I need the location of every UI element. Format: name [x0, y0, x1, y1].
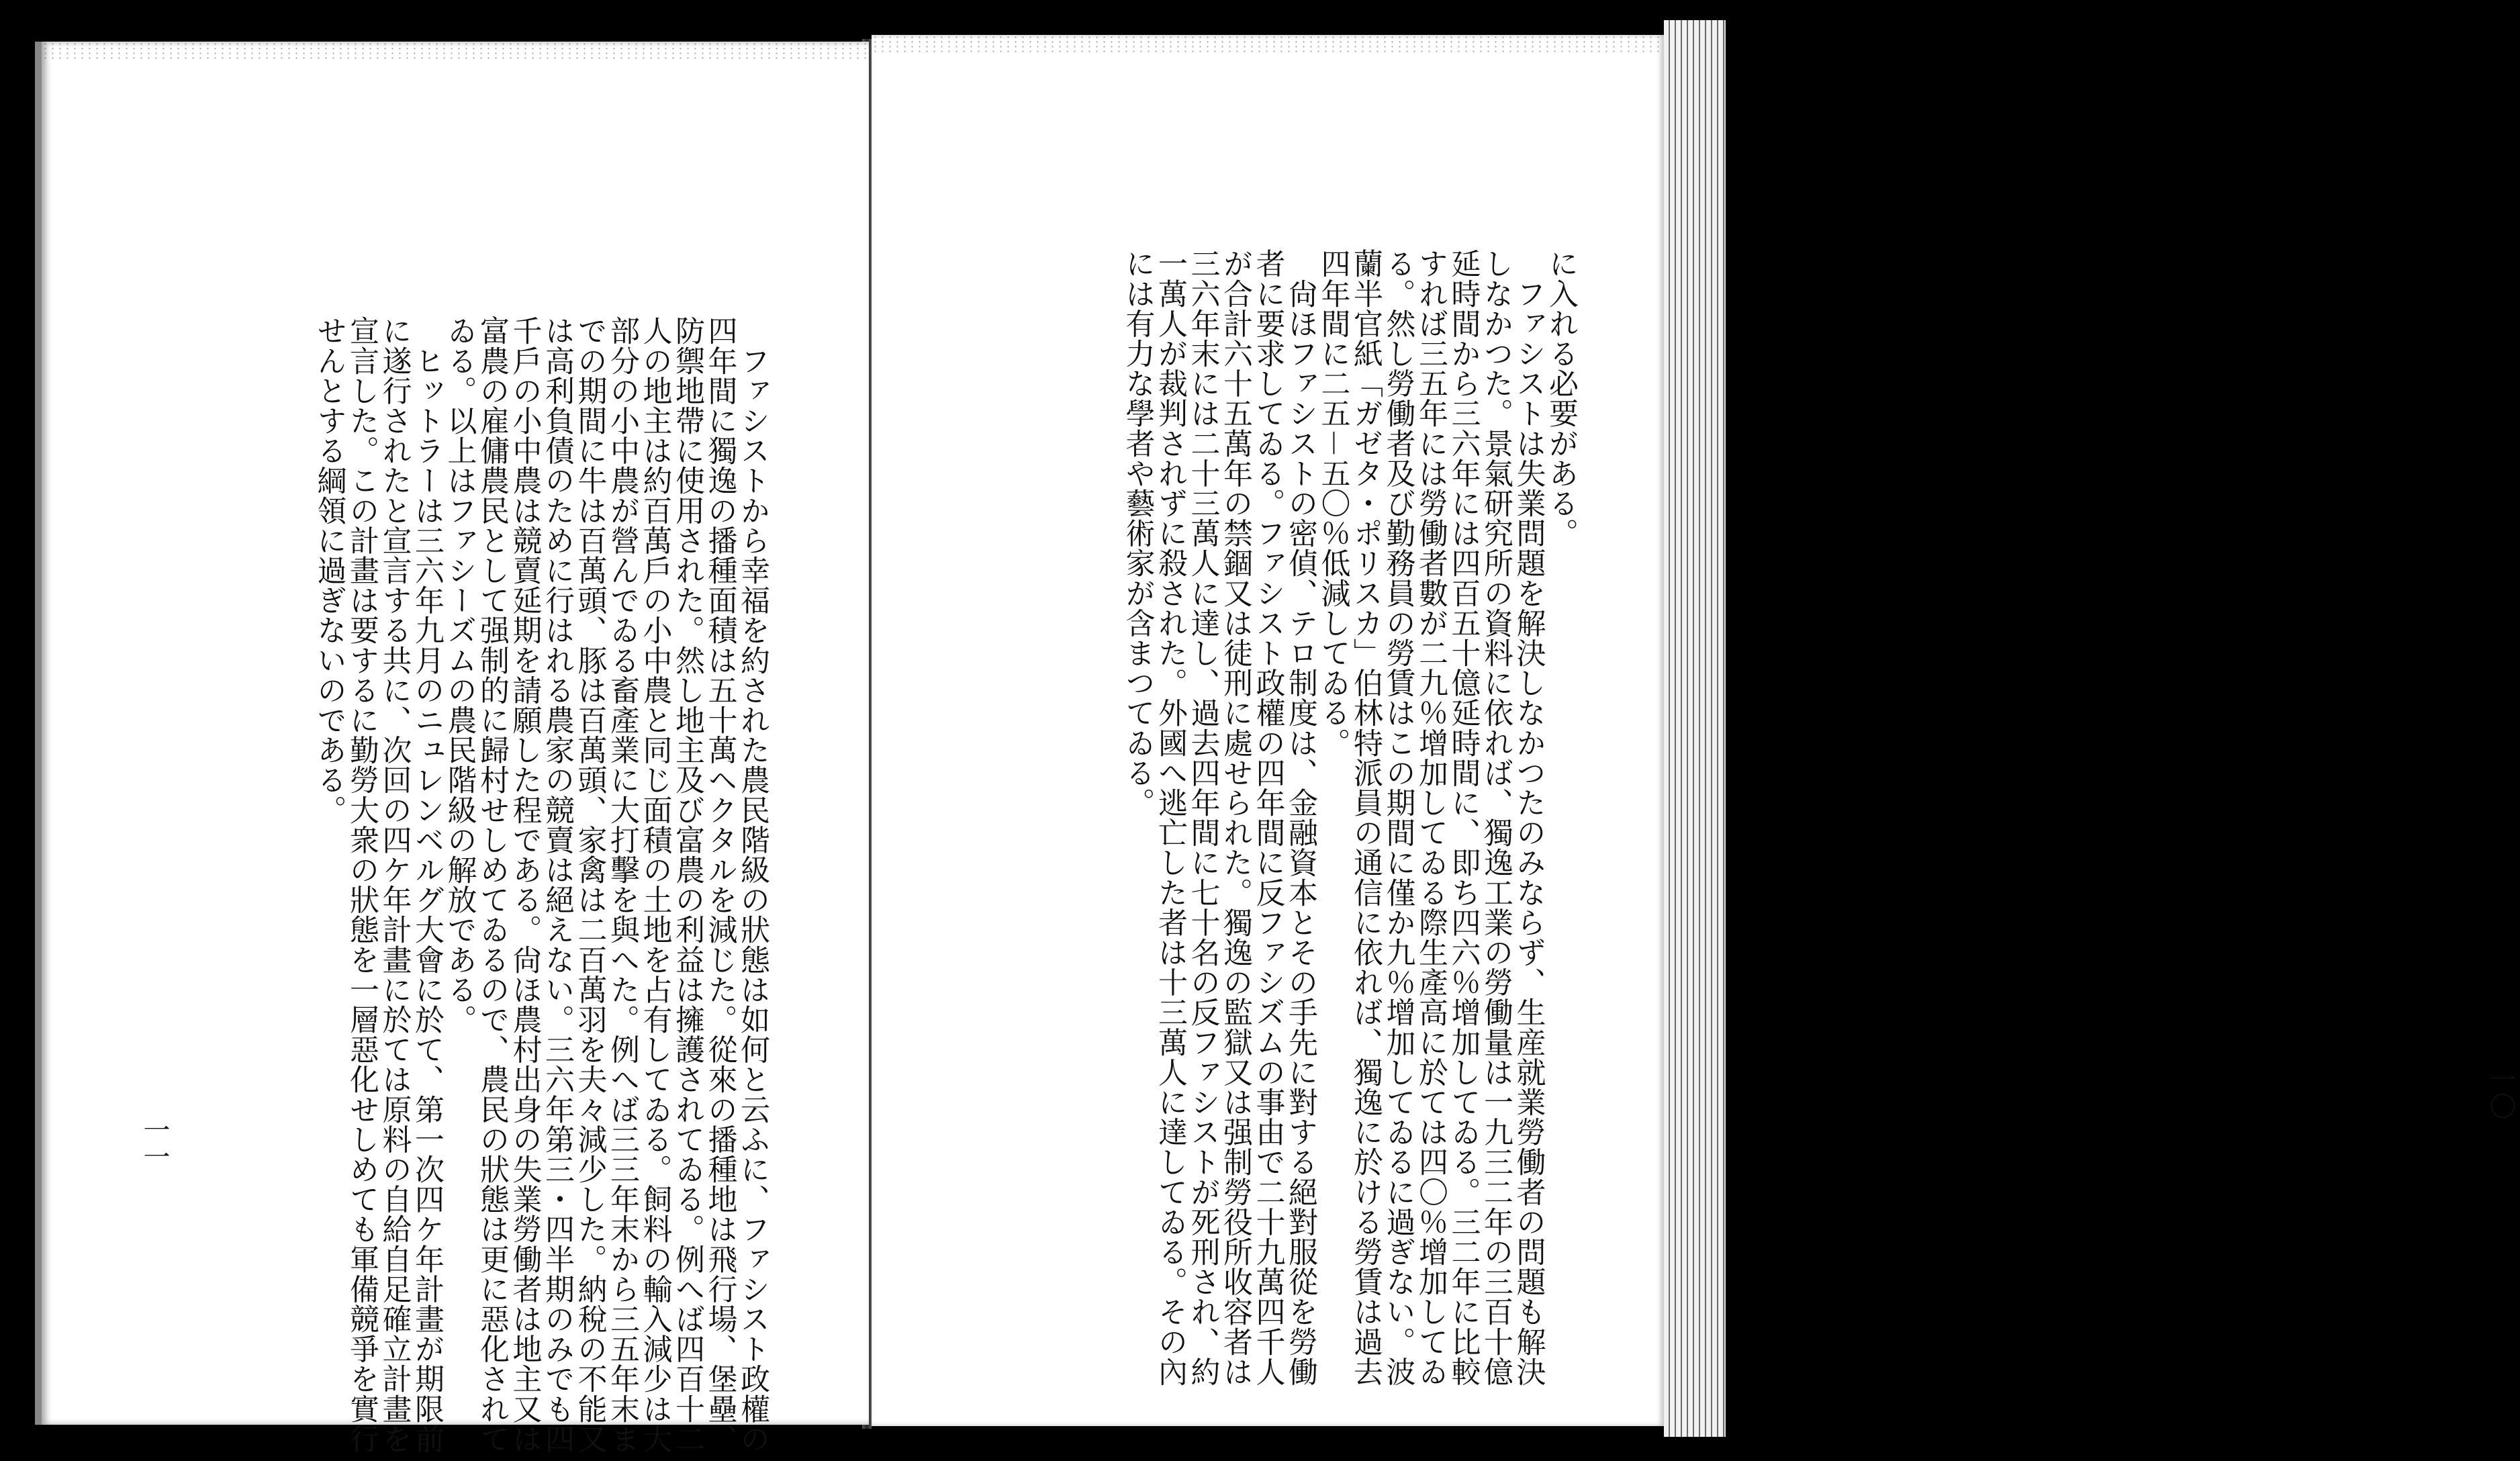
- text-line: 千戶の小中農は競賣延期を請願した程である。尙ほ農村出身の失業勞働者は地主又は: [507, 316, 542, 1454]
- text-line: での期間に牛は百萬頭、豚は百萬頭、家禽は二百萬羽を夫々減少した。納稅の不能又: [572, 316, 607, 1454]
- text-line: 者に要求してゐる。ファシスト政權の四年間に反ファシズムの事由で二十九萬四千人: [1250, 248, 1285, 1386]
- text-line: ヒットラーは三六年九月のニュレンベルグ大會に於て、第一次四ケ年計畫が期限前: [410, 316, 444, 1454]
- left-page-text: [312, 316, 769, 1454]
- text-line: すれば三五年には勞働者數が二九％增加してゐる際生產高に於ては四〇％增加してゐ: [1413, 248, 1448, 1386]
- right-page: [872, 35, 2516, 1426]
- text-line: しなかつた。景氣研究所の資料に依れば、獨逸工業の勞働量は一九三二年の三百十億: [1479, 248, 1513, 1386]
- text-line: 人の地主は約百萬戶の小中農と同じ面積の土地を占有してゐる。飼料の輸入減少は大: [637, 316, 672, 1454]
- text-line: が合計六十五萬年の禁錮又は徒刑に處せられた。獨逸の監獄又は强制勞役所收容者は: [1218, 248, 1252, 1386]
- text-line: 防禦地帶に使用された。然し地主及び富農の利益は擁護されてゐる。例へば四百十二: [670, 316, 704, 1454]
- text-line: 宣言した。この計畫は要するに勤勞大衆の狀態を一層惡化せしめても軍備競爭を實行: [344, 316, 379, 1454]
- text-line: 部分の小中農が營んでゐる畜產業に大打擊を與へた。例へば三三年末から三五年末ま: [605, 316, 639, 1454]
- scan-noise: [42, 42, 869, 62]
- text-line: 四年間に獨逸の播種面積は五十萬ヘクタルを減じた。從來の播種地は飛行場、堡壘、: [702, 316, 737, 1454]
- text-line: 四年間に二五－五〇％低減してゐる。: [1315, 248, 1350, 758]
- right-page-text: [1121, 248, 1577, 1390]
- text-line: には有力な學者や藝術家が含まつてゐる。: [1120, 248, 1155, 818]
- text-line: ファシストから幸福を約された農民階級の狀態は如何と云ふに、ファシスト政權の: [735, 316, 769, 1454]
- text-line: ファシストは失業問題を解決しなかつたのみならず、生産就業勞働者の問題も解決: [1511, 248, 1546, 1386]
- text-line: に入れる必要がある。: [1544, 248, 1578, 548]
- text-line: 蘭半官紙「ガゼタ・ポリスカ」伯林特派員の通信に依れば、獨逸に於ける勞賃は過去: [1348, 248, 1383, 1386]
- text-line: 尙ほファシストの密偵、テロ制度は、金融資本とその手先に對する絕對服從を勞働: [1283, 248, 1317, 1386]
- left-page-number: 一一: [139, 1116, 170, 1170]
- text-line: る。然し勞働者及び勤務員の勞賃はこの期間に僅か九％增加してゐるに過ぎない。波: [1381, 248, 1415, 1386]
- text-line: は高利負債のために行はれる農家の競賣は絕えない。三六年第三・四半期のみでも四: [540, 316, 574, 1454]
- scan-noise: [872, 35, 1664, 55]
- right-page-number: 一〇: [2485, 1066, 2516, 1119]
- text-line: に遂行されたと宣言する共に、次回の四ケ年計畫に於ては原料の自給自足確立計畫を: [377, 316, 412, 1454]
- text-line: 三六年末には二十三萬人に達し、過去四年間に七十名の反ファシストが死刑され、約: [1185, 248, 1220, 1386]
- text-line: 一萬人が裁判されずに殺された。外國へ逃亡した者は十三萬人に達してゐる。その內: [1153, 248, 1187, 1386]
- text-line: せんとする綱領に過ぎないのである。: [312, 316, 346, 825]
- text-line: ゐる。以上はファシーズムの農民階級の解放である。: [442, 316, 477, 1035]
- left-page: [35, 42, 869, 1454]
- page-edges: [1664, 20, 1726, 1437]
- text-line: 富農の雇傭農民として强制的に歸村せしめてゐるので、農民の狀態は更に惡化されて: [475, 316, 509, 1454]
- text-line: 延時間から三六年には四百五十億延時間に、即ち四六％增加してゐる。三二年に比較: [1446, 248, 1481, 1386]
